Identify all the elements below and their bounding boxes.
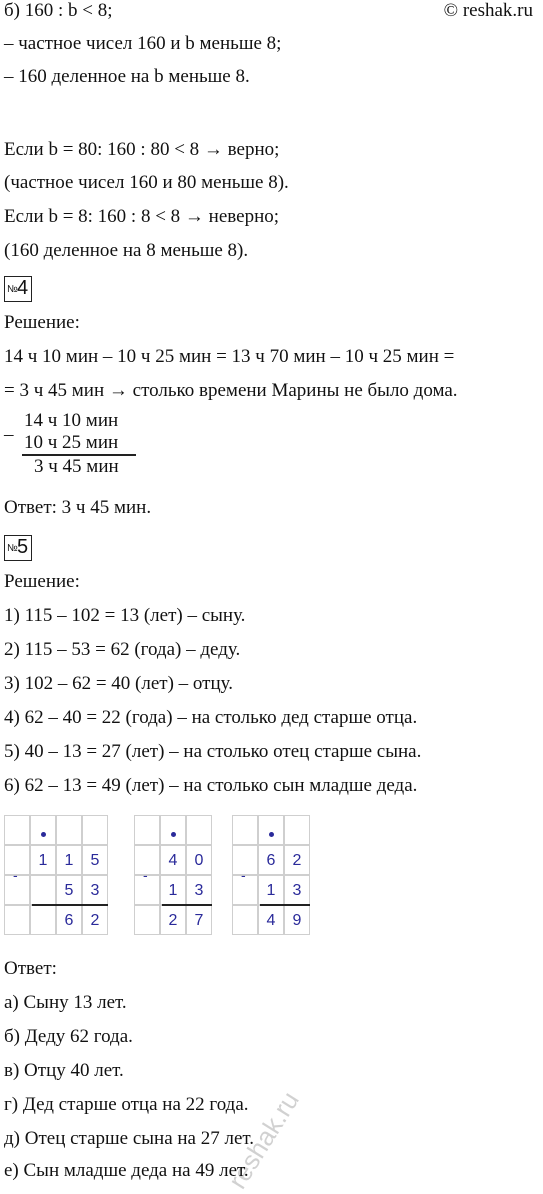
grid-cell: 2 — [284, 845, 310, 875]
text-line: – частное чисел 160 и b меньше 8; — [4, 33, 282, 54]
grid-cell — [82, 815, 108, 845]
answer-line: д) Отец старше сына на 27 лет. — [4, 1128, 255, 1149]
answer-line: а) Сыну 13 лет. — [4, 992, 127, 1013]
answer-line: г) Дед старше отца на 22 года. — [4, 1094, 249, 1115]
borrow-dot — [269, 832, 274, 837]
equation-line: = 3 ч 45 мин → столько времени Марины не было дома. — [4, 380, 458, 401]
step-line: 3) 102 – 62 = 40 (лет) – отцу. — [4, 673, 233, 694]
minuend: 14 ч 10 мин — [24, 410, 119, 431]
result-line — [260, 904, 310, 906]
grid-cell — [4, 815, 30, 845]
grid-cell: 4 — [258, 905, 284, 935]
grid-cell: 7 — [186, 905, 212, 935]
solution-label: Решение: — [4, 571, 80, 592]
grid-cell — [258, 815, 284, 845]
task-number: 5 — [17, 536, 28, 558]
grid-cell — [56, 815, 82, 845]
answer-text: Ответ: 3 ч 45 мин. — [4, 497, 152, 518]
step-line: 1) 115 – 102 = 13 (лет) – сыну. — [4, 605, 246, 626]
grid-cell — [4, 905, 30, 935]
grid-cell: 0 — [186, 845, 212, 875]
grid-cell: 1 — [160, 875, 186, 905]
grid-cell: 6 — [258, 845, 284, 875]
grid-cell — [30, 875, 56, 905]
solution-label: Решение: — [4, 312, 80, 333]
grid-cell: 1 — [56, 845, 82, 875]
answer-label: Ответ: — [4, 958, 57, 979]
task-number-badge — [4, 276, 32, 302]
grid-cell: 3 — [284, 875, 310, 905]
grid-cell — [30, 815, 56, 845]
answer-line: в) Отцу 40 лет. — [4, 1060, 124, 1081]
grid-cell — [30, 905, 56, 935]
grid-cell: 5 — [82, 845, 108, 875]
number-sign: № — [7, 284, 18, 295]
grid-cell: 2 — [82, 905, 108, 935]
watermark: reshak.ru — [222, 1086, 305, 1194]
minus-sign: - — [143, 867, 148, 883]
borrow-dot — [41, 832, 46, 837]
minus-sign: – — [4, 424, 14, 445]
step-line: 4) 62 – 40 = 22 (года) – на столько дед старше отца. — [4, 707, 418, 728]
grid-cell: 3 — [82, 875, 108, 905]
grid-cell: 1 — [30, 845, 56, 875]
grid-cell: 2 — [160, 905, 186, 935]
answer-line: е) Сын младше деда на 49 лет. — [4, 1160, 249, 1181]
grid-cell — [232, 815, 258, 845]
grid-cell: 5 — [56, 875, 82, 905]
site-credit: © reshak.ru — [443, 0, 533, 21]
grid-cell: 6 — [56, 905, 82, 935]
equation-line: 14 ч 10 мин – 10 ч 25 мин = 13 ч 70 мин – 10 ч 25 мин = — [4, 346, 455, 367]
minus-sign: - — [241, 867, 246, 883]
text-line: – 160 деленное на b меньше 8. — [4, 66, 250, 87]
task-number: 4 — [17, 277, 28, 299]
text-line: Если b = 8: 160 : 8 < 8 → неверно; — [4, 206, 280, 227]
text-line: Если b = 80: 160 : 80 < 8 → верно; — [4, 139, 280, 160]
grid-cell — [160, 815, 186, 845]
grid-cell: 1 — [258, 875, 284, 905]
result-line — [162, 904, 212, 906]
answer-line: б) Деду 62 года. — [4, 1026, 133, 1047]
grid-cell: 3 — [186, 875, 212, 905]
borrow-dot — [171, 832, 176, 837]
step-line: 5) 40 – 13 = 27 (лет) – на столько отец старше сына. — [4, 741, 422, 762]
result-line — [32, 904, 108, 906]
number-sign: № — [7, 543, 18, 554]
minus-sign: - — [13, 867, 18, 883]
text-line: (частное чисел 160 и 80 меньше 8). — [4, 172, 289, 193]
task-number-badge — [4, 535, 32, 561]
grid-cell: 9 — [284, 905, 310, 935]
step-line: 2) 115 – 53 = 62 (года) – деду. — [4, 639, 241, 660]
item-b-condition: б) 160 : b < 8; — [4, 0, 113, 21]
step-line: 6) 62 – 13 = 49 (лет) – на столько сын младше деда. — [4, 775, 418, 796]
grid-cell — [232, 905, 258, 935]
grid-cell — [284, 815, 310, 845]
text-line: (160 деленное на 8 меньше 8). — [4, 240, 249, 261]
subtrahend: 10 ч 25 мин — [24, 432, 119, 453]
grid-cell — [134, 815, 160, 845]
grid-cell: 4 — [160, 845, 186, 875]
grid-cell — [134, 905, 160, 935]
grid-cell — [186, 815, 212, 845]
difference: 3 ч 45 мин — [34, 456, 119, 477]
